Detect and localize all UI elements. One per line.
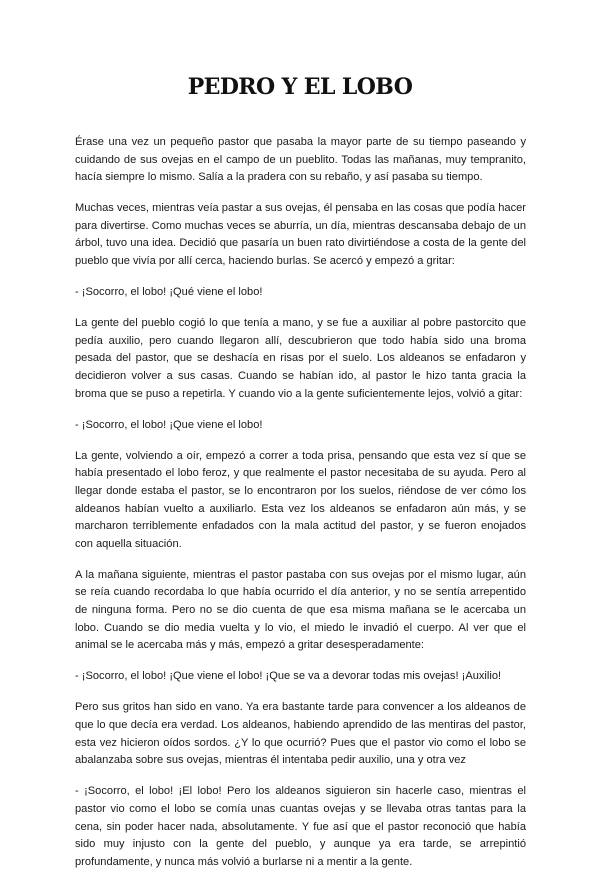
paragraph-ending: - ¡Socorro, el lobo! ¡El lobo! Pero los aldeanos siguieron sin hacerle caso, mientras el pastor vio como el lobo se comía unas cuantas ovejas y se llevaba otras tantas para la cena, sin poder hacer nada, absolutamente. Y fue así que el pastor reconoció que había sido muy injusto con la gente del pueblo, y aunque ya era tarde, se arrepintió profundamente, y nunca más volvió a burlarse ni a mentir a la gente. — [75, 785, 526, 868]
dialogue-second-shout: - ¡Socorro, el lobo! ¡Que viene el lobo! — [75, 418, 263, 431]
dialogue-first-shout: - ¡Socorro, el lobo! ¡Qué viene el lobo! — [75, 286, 263, 299]
paragraph-idea: Muchas veces, mientras veía pastar a sus ovejas, él pensaba en las cosas que podía hacer para divertirse. Como muchas veces se aburría, un día, mientras descansaba debajo de un árbol, tuvo una idea. Decidió que pasaría un buen rato divirtiéndose a costa de la gente del pueblo que vivía por allí cerca, haciendo burlas. Se acercó y empezó a gritar: — [75, 202, 526, 268]
dialogue-real-shout: - ¡Socorro, el lobo! ¡Que viene el lobo! ¡Que se va a devorar todas mis ovejas! ¡Auxilio! — [75, 670, 502, 683]
paragraph-intro: Érase una vez un pequeño pastor que pasaba la mayor parte de su tiempo paseando y cuidando de sus ovejas en el campo de un pueblito. Todas las mañanas, muy tempranito, hacía siempre lo mismo. Salía a la pradera con su rebaño, y así pasaba su tiempo. — [75, 136, 526, 184]
paragraph-wolf-arrives: A la mañana siguiente, mientras el pastor pastaba con sus ovejas por el mismo lugar, aún se reía cuando recordaba lo que había ocurrido el día anterior, y no se sentía arrepentido de ninguna forma. Pero no se dio cuenta de que esa misma mañana se le acercaba un lobo. Cuando se dio media vuelta y lo vio, el miedo le invadió el cuerpo. Al ver que el animal se le acercaba más y más, empezó a gritar desesperadamente: — [75, 568, 526, 652]
paragraph-first-prank: La gente del pueblo cogió lo que tenía a mano, y se fue a auxiliar al pobre pastorcito que pedía auxilio, pero cuando llegaron allí, descubrieron que todo había sido una broma pesada del pastor, que se deshacía en risas por el suelo. Los aldeanos se enfadaron y decidieron volver a sus casas. Cuando se habían ido, al pastor le hizo tanta gracia la broma que se puso a repetirla. Y cuando vio a la gente suficientemente lejos, volvió a gitar: — [75, 317, 526, 400]
document-title: PEDRO Y EL LOBO — [187, 74, 413, 100]
paragraph-second-prank: La gente, volviendo a oír, empezó a correr a toda prisa, pensando que esta vez sí que se había presentado el lobo feroz, y que realmente el pastor necesitaba de su ayuda. Pero al llegar donde estaba el pastor, se lo encontraron por los suelos, riéndose de ver cómo los aldeanos habían vuelto a auxiliarlo. Esta vez los aldeanos se enfadaron aún más, y se marcharon terriblemente enfadados con la mala actitud del pastor, y se fueron enojados con aquella situación. — [75, 449, 526, 550]
paragraph-ignored: Pero sus gritos han sido en vano. Ya era bastante tarde para convencer a los aldeanos de que lo que decía era verdad. Los aldeanos, habiendo aprendido de las mentiras del pastor, esta vez hicieron oídos sordos. ¿Y lo que ocurrió? Pues que el pastor vio como el lobo se abalanzaba sobre sus ovejas, mientras él intentaba pedir auxilio, una y otra vez — [75, 701, 526, 767]
document-body — [75, 134, 526, 885]
